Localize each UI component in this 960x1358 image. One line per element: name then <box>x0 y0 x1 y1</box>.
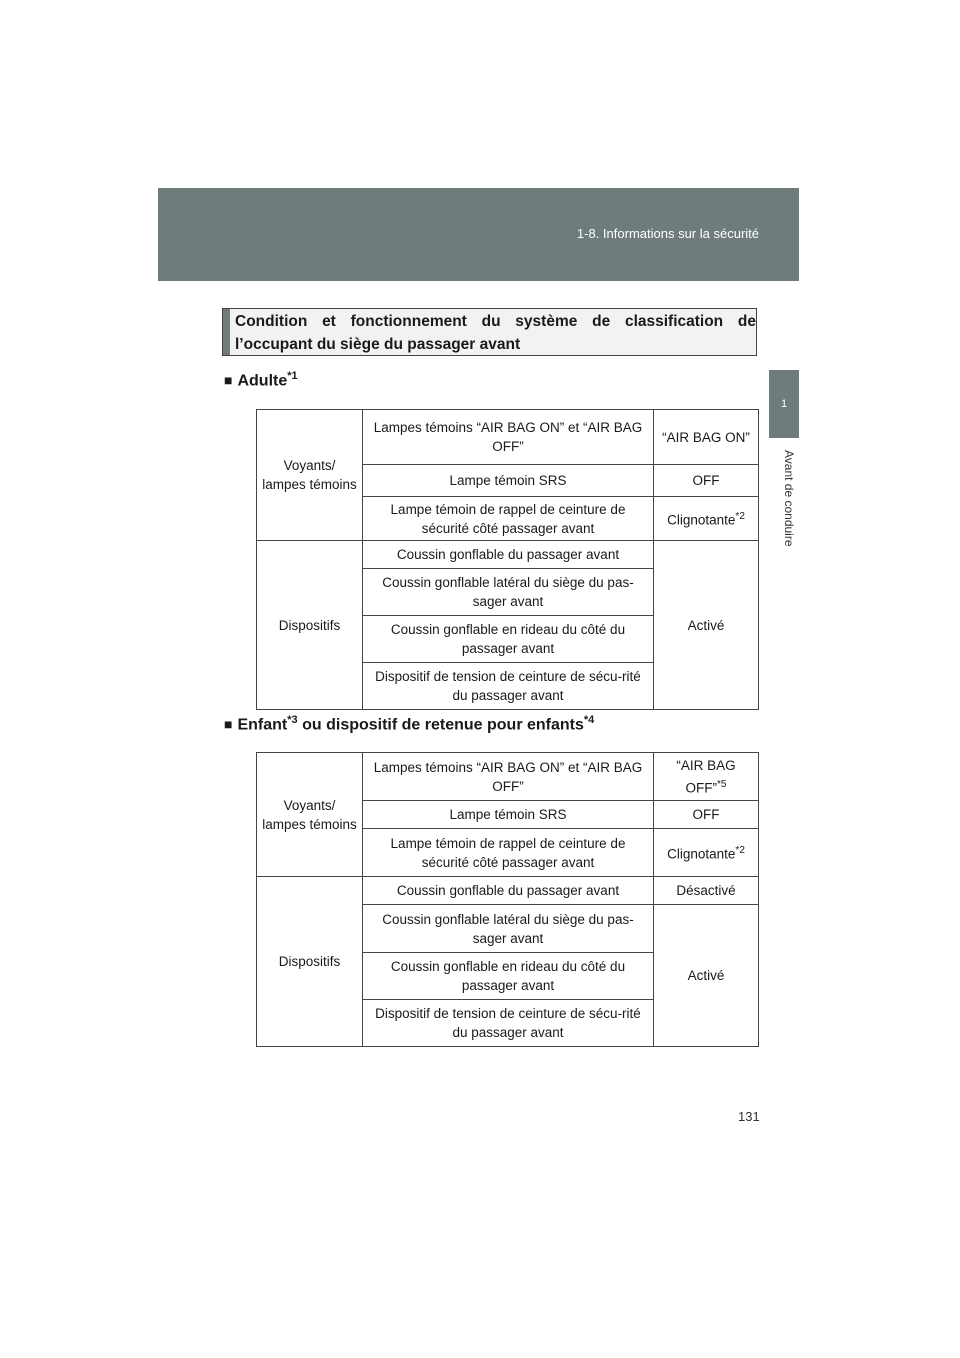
table-cell-item: Coussin gonflable du passager avant <box>363 541 654 569</box>
table-cell-item: Dispositif de tension de ceinture de sécu-rité du passager avant <box>363 663 654 710</box>
table-cell-item: Coussin gonflable en rideau du côté du passager avant <box>363 953 654 1000</box>
table-cell-item: Lampe témoin SRS <box>363 465 654 497</box>
table-cell-item: Coussin gonflable du passager avant <box>363 877 654 905</box>
table-cell-item: Dispositif de tension de ceinture de sécu-rité du passager avant <box>363 1000 654 1047</box>
table-cell-item: Lampes témoins “AIR BAG ON” et “AIR BAG OFF” <box>363 410 654 465</box>
table-cell-item: Lampe témoin de rappel de ceinture de sécurité côté passager avant <box>363 829 654 877</box>
child-table <box>256 752 759 1047</box>
child-heading-text: Enfant <box>237 716 288 734</box>
footnote-mark: *3 <box>287 714 298 726</box>
adult-heading-text: Adulte <box>237 372 288 390</box>
table-cell-value: Désactivé <box>654 877 759 905</box>
child-heading-text: ou dispositif de retenue pour enfants <box>297 716 584 734</box>
table-cell-value: Activé <box>654 541 759 710</box>
section-header <box>222 308 757 356</box>
table-cell-item: Coussin gonflable latéral du siège du pas-sager avant <box>363 905 654 953</box>
table-cell-value: Clignotante$^{*2}$ <box>654 829 759 877</box>
table-row <box>257 541 759 569</box>
group-label-indicators: Voyants/ lampes témoins <box>257 753 363 877</box>
table-cell-item: Coussin gonflable en rideau du côté du passager avant <box>363 616 654 663</box>
group-label-devices: Dispositifs <box>257 877 363 1047</box>
chapter-label: Avant de conduire <box>782 450 796 547</box>
table-cell-value: OFF <box>654 801 759 829</box>
section-title: Condition et fonctionnement du système de classification de l’occupant du siège du passager avant <box>235 313 756 353</box>
adult-table <box>256 409 759 710</box>
adult-heading <box>224 370 298 390</box>
footnote-mark: *1 <box>287 370 298 382</box>
table-cell-value: Clignotante$^{*2}$ <box>654 497 759 541</box>
footnote-mark: *4 <box>583 714 595 726</box>
table-row <box>257 753 759 801</box>
table-cell-item: Coussin gonflable latéral du siège du pas-sager avant <box>363 569 654 616</box>
square-bullet-icon: ■ <box>224 372 233 389</box>
table-cell-item: Lampe témoin de rappel de ceinture de sécurité côté passager avant <box>363 497 654 541</box>
chapter-tab: 1 <box>769 370 799 438</box>
table-cell-value: “AIR BAG OFF”$^{*5}$ <box>654 753 759 801</box>
breadcrumb: 1-8. Informations sur la sécurité <box>576 226 759 241</box>
group-label-devices: Dispositifs <box>257 541 363 710</box>
table-cell-value: “AIR BAG ON” <box>654 410 759 465</box>
square-bullet-icon: ■ <box>224 716 233 733</box>
table-cell-value: OFF <box>654 465 759 497</box>
table-cell-item: Lampe témoin SRS <box>363 801 654 829</box>
table-row <box>257 877 759 905</box>
page-number: 131 <box>738 1109 760 1124</box>
child-heading <box>224 714 594 734</box>
header-band <box>158 188 799 281</box>
table-cell-item: Lampes témoins “AIR BAG ON” et “AIR BAG OFF” <box>363 753 654 801</box>
table-cell-value: Activé <box>654 905 759 1047</box>
group-label-indicators: Voyants/ lampes témoins <box>257 410 363 541</box>
table-row <box>257 410 759 465</box>
